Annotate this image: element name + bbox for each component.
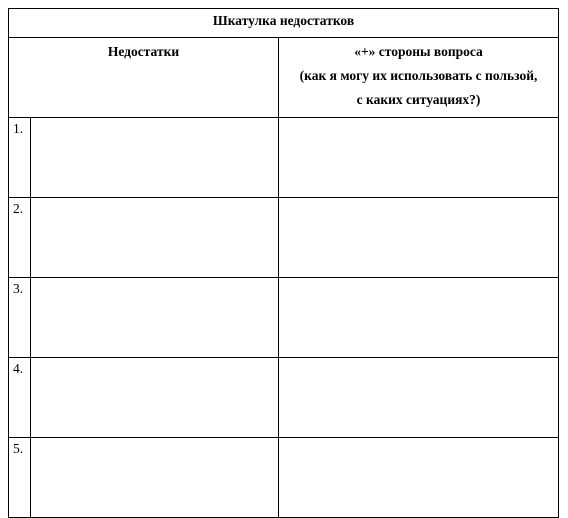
- column-header-shortcomings: Недостатки: [9, 38, 279, 118]
- defect-cell[interactable]: [31, 438, 279, 518]
- column-header-plus-line-1: «+» стороны вопроса: [354, 44, 483, 59]
- row-number: 4.: [9, 358, 31, 438]
- row-number: 5.: [9, 438, 31, 518]
- row-number: 2.: [9, 198, 31, 278]
- table-title: Шкатулка недостатков: [9, 9, 559, 38]
- defect-cell[interactable]: [31, 198, 279, 278]
- row-number: 3.: [9, 278, 31, 358]
- plus-side-cell[interactable]: [279, 118, 559, 198]
- plus-side-cell[interactable]: [279, 438, 559, 518]
- defect-cell[interactable]: [31, 358, 279, 438]
- plus-side-cell[interactable]: [279, 198, 559, 278]
- column-header-plus-line-2: (как я могу их использовать с пользой,: [299, 68, 538, 83]
- table-row: [9, 278, 559, 358]
- table-row: [9, 198, 559, 278]
- defect-cell[interactable]: [31, 118, 279, 198]
- shortcomings-table: [8, 8, 559, 518]
- plus-side-cell[interactable]: [279, 358, 559, 438]
- table-row: [9, 118, 559, 198]
- table-row: [9, 438, 559, 518]
- table-row: [9, 358, 559, 438]
- column-header-plus-line-3: с каких ситуациях?): [356, 92, 481, 107]
- row-number: 1.: [9, 118, 31, 198]
- defect-cell[interactable]: [31, 278, 279, 358]
- column-header-plus-sides: [279, 38, 559, 118]
- plus-side-cell[interactable]: [279, 278, 559, 358]
